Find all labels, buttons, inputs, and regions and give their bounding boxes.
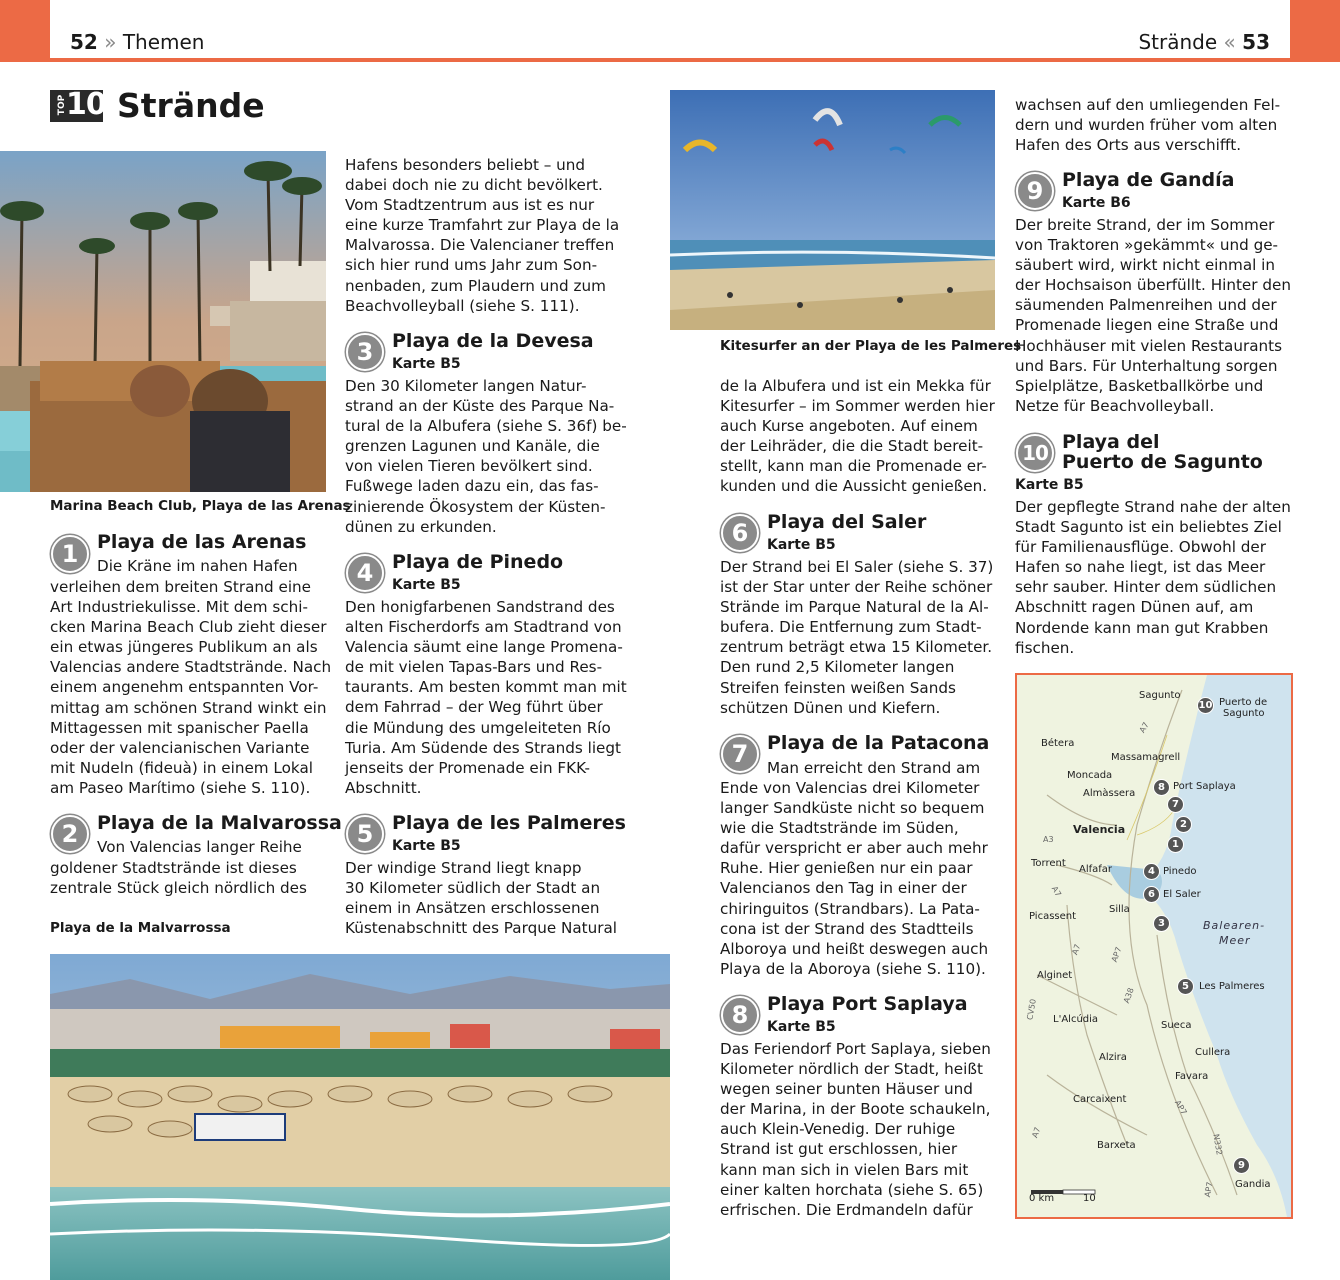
map-marker-7: 7 (1167, 796, 1184, 813)
section-number-4: 4 (346, 554, 384, 592)
map-label-almassera: Almàssera (1083, 788, 1136, 799)
text-line: cona ist der Strand des Stadtteils (720, 919, 974, 938)
section-text-5 (345, 858, 635, 938)
map-label-sueca: Sueca (1161, 1020, 1192, 1031)
section-number-8: 8 (721, 996, 759, 1034)
map-label-el-saler: El Saler (1163, 889, 1201, 900)
section-title-1: Playa de las Arenas (97, 531, 307, 553)
text-line: grenzen Lagunen und Kanäle, die (345, 437, 600, 456)
section-text-7-cont (720, 778, 1005, 979)
section-text-1 (97, 556, 327, 576)
text-line: Das Feriendorf Port Saplaya, sieben (720, 1040, 991, 1058)
map-marker-4: 4 (1143, 863, 1160, 880)
text-line: Valencianos den Tag in einer der (720, 879, 967, 898)
map-road-n332: N332 (1211, 1133, 1224, 1156)
text-line: Hochhäuser mit vielen Restaurants (1015, 336, 1282, 355)
map-road-ap7-south: AP7 (1172, 1098, 1189, 1117)
text-line: taurants. Am besten kommt man mit (345, 678, 627, 697)
section-map-ref-3: Karte B5 (392, 356, 461, 372)
text-line: von vielen Tieren bevölkert sind. (345, 457, 593, 476)
text-line: langer Sandküste nicht so bequem (720, 799, 985, 818)
text-line: einem in Ansätzen erschlossenen (345, 899, 600, 918)
text-line: auch Klein-Venedig. Der ruhige (720, 1120, 956, 1139)
map-marker-9: 9 (1233, 1157, 1250, 1174)
map-road-cv50: CV50 (1025, 998, 1038, 1021)
text-line: sehr sauber. Hinter dem südlichen (1015, 578, 1277, 597)
intro-continuation (345, 155, 635, 316)
text-line: und Bars. Für Unterhaltung sorgen (1015, 356, 1278, 375)
right-page-number: 53 (1242, 30, 1270, 54)
text-line: Von Valencias langer Reihe (97, 838, 302, 856)
text-line: Den honigfarbenen Sandstrand des (345, 598, 615, 616)
section-number-9: 9 (1016, 172, 1054, 210)
text-line: Hafen so nahe liegt, ist das Meer (1015, 558, 1266, 577)
map-marker-1: 1 (1167, 836, 1184, 853)
text-line: 30 Kilometer südlich der Stadt an (345, 879, 601, 898)
section-map-ref-6: Karte B5 (767, 537, 836, 553)
map-road-a7-central: A7 (1070, 942, 1083, 957)
text-line: Der windige Strand liegt knapp (345, 859, 582, 877)
text-line: Netze für Beachvolleyball. (1015, 396, 1215, 415)
section-title-8: Playa Port Saplaya (767, 993, 968, 1015)
section-text-7 (767, 758, 980, 778)
text-line: dern und wurden früher vom alten (1015, 116, 1278, 135)
text-line: strand an der Küste des Parque Na- (345, 397, 615, 416)
beaches-map (1015, 673, 1293, 1219)
map-label-port-saplaya: Port Saplaya (1173, 781, 1236, 792)
text-line: Abschnitt. (345, 778, 422, 797)
map-sea-label-2: Meer (1219, 934, 1251, 947)
section-title-10-line2: Puerto de Sagunto (1062, 451, 1263, 473)
caption-photo1: Marina Beach Club, Playa de las Arenas (50, 498, 351, 514)
section-title-9: Playa de Gandía (1062, 169, 1235, 191)
text-line: sich hier rund ums Jahr zum Son- (345, 256, 598, 275)
chevron-right-icon: » (104, 30, 117, 54)
text-line: Ende von Valencias drei Kilometer (720, 779, 980, 797)
text-line: dünen zu erkunden. (345, 517, 497, 536)
right-running-header (1138, 30, 1270, 54)
text-line: auch Kurse angeboten. Auf einem (720, 417, 978, 436)
text-line: fischen. (1015, 638, 1075, 657)
map-label-les-palmeres: Les Palmeres (1199, 981, 1265, 992)
section-text-6 (720, 557, 1005, 718)
text-line: dem Fahrrad – der Weg führt über (345, 698, 603, 717)
top10-logo-top: TOP (57, 94, 68, 116)
map-label-puerto-de-1: Puerto de (1219, 697, 1268, 708)
text-line: tural de la Albufera (siehe S. 36f) be- (345, 417, 627, 436)
map-road-a7-west: A7 (1049, 884, 1063, 899)
text-line: Kitesurfer – im Sommer werden hier (720, 397, 995, 416)
map-scale-ten: 10 (1083, 1193, 1096, 1204)
text-line: schützen Dünen und Kiefern. (720, 698, 941, 717)
map-label-silla: Silla (1109, 904, 1130, 915)
map-label-favara: Favara (1175, 1071, 1209, 1082)
section-title-10: Playa del (1062, 431, 1160, 453)
section-text-2 (97, 837, 302, 857)
text-line: wie die Stadtstrände im Süden, (720, 819, 959, 838)
section-number-7: 7 (721, 735, 759, 773)
section-number-2: 2 (51, 815, 89, 853)
text-line: Strand ist gut erschlossen, hier (720, 1140, 958, 1159)
map-label-carcaixent: Carcaixent (1073, 1094, 1127, 1105)
page-title: Strände (117, 86, 265, 125)
section-title-5: Playa de les Palmeres (392, 812, 626, 834)
section-number-1: 1 (51, 535, 89, 573)
text-line: Der Strand bei El Saler (siehe S. 37) (720, 558, 994, 576)
text-line: Spielplätze, Basketballkörbe und (1015, 376, 1264, 395)
text-line: Den 30 Kilometer langen Natur- (345, 377, 587, 395)
text-line: der Hochsaison überfüllt. Hinter den (1015, 276, 1291, 295)
text-line: Ruhe. Hier genießen nur ein paar (720, 859, 973, 878)
text-line: eine kurze Tramfahrt zur Playa de la (345, 216, 620, 235)
text-line: Valencia säumt eine lange Promena- (345, 638, 623, 657)
map-label-puerto-de-2: Sagunto (1223, 708, 1265, 719)
map-marker-8: 8 (1153, 779, 1170, 796)
text-line: Malvarossa. Die Valencianer treffen (345, 236, 615, 255)
map-label-barxeta: Barxeta (1097, 1140, 1136, 1151)
top10-logo (50, 87, 106, 122)
text-line: nenbaden, zum Plaudern und zum (345, 276, 606, 295)
text-line: de la Albufera und ist ein Mekka für (720, 377, 991, 395)
map-label-lalcudia: L'Alcúdia (1053, 1014, 1099, 1025)
section-title-2: Playa de la Malvarossa (97, 812, 342, 834)
left-edge-tab (0, 0, 50, 60)
section-text-9 (1015, 215, 1300, 416)
text-line: kunden und die Aussicht genießen. (720, 477, 988, 496)
text-line: Valencias andere Stadtstrände. Nach (50, 658, 332, 677)
section-number-10: 10 (1016, 434, 1054, 472)
section-map-ref-4: Karte B5 (392, 577, 461, 593)
text-line: Man erreicht den Strand am (767, 759, 981, 777)
text-line: zinierende Ökosystem der Küsten- (345, 497, 606, 516)
map-label-sagunto: Sagunto (1139, 690, 1181, 701)
section-text-8-cont (1015, 95, 1295, 155)
text-line: erfrischen. Die Erdmandeln dafür (720, 1200, 973, 1219)
map-label-cullera: Cullera (1195, 1047, 1231, 1058)
map-label-moncada: Moncada (1067, 770, 1113, 781)
right-edge-tab (1290, 0, 1340, 60)
map-road-a38: A38 (1121, 986, 1136, 1005)
left-section-name: Themen (122, 30, 205, 54)
map-marker-5: 5 (1177, 978, 1194, 995)
text-line: der Leihräder, die die Stadt bereit- (720, 437, 984, 456)
left-page-number: 52 (70, 30, 98, 54)
text-line: ist der Star unter der Reihe schöner (720, 578, 993, 597)
text-line: dabei doch nie zu dicht bevölkert. (345, 176, 603, 195)
text-line: mittag am schönen Strand winkt ein (50, 698, 327, 717)
section-text-3 (345, 376, 635, 537)
text-line: Alboroya und heißt deswegen auch (720, 939, 989, 958)
text-line: von Traktoren »gekämmt« und ge- (1015, 236, 1279, 255)
section-text-5-cont (720, 376, 1005, 497)
section-title-6: Playa del Saler (767, 511, 927, 533)
map-sea-label-1: Balearen- (1203, 919, 1266, 932)
text-line: Hafen des Orts aus verschifft. (1015, 136, 1242, 155)
text-line: de mit vielen Tapas-Bars und Res- (345, 658, 603, 677)
map-label-alginet: Alginet (1037, 970, 1073, 981)
map-label-valencia: Valencia (1073, 823, 1126, 836)
map-road-ap7-gandia: AP7 (1202, 1181, 1215, 1198)
text-line: Nordende kann man gut Krabben (1015, 618, 1269, 637)
text-line: alten Fischerdorfs am Stadtrand von (345, 618, 622, 637)
map-label-torrent: Torrent (1031, 858, 1066, 869)
text-line: Playa de la Aboroya (siehe S. 110). (720, 959, 986, 978)
map-label-gandia: Gandia (1235, 1179, 1271, 1190)
text-line: Hafens besonders beliebt – und (345, 156, 586, 174)
text-line: zentrum beträgt etwa 15 Kilometer. (720, 638, 993, 657)
text-line: ein etwas jüngeres Publikum an als (50, 638, 318, 657)
text-line: Den rund 2,5 Kilometer langen (720, 658, 955, 677)
section-map-ref-9: Karte B6 (1062, 195, 1131, 211)
header-rule (0, 58, 1340, 62)
text-line: für Familienausflüge. Obwohl der (1015, 538, 1267, 557)
map-marker-6: 6 (1143, 886, 1160, 903)
text-line: Fußwege laden dazu ein, das fas- (345, 477, 599, 496)
photo-marina-beach-club (0, 151, 326, 492)
top10-logo-ten: 10 (66, 87, 106, 122)
text-line: Art Industriekulisse. Mit dem schi- (50, 598, 308, 617)
photo-kitesurfers (670, 90, 995, 330)
section-number-5: 5 (346, 815, 384, 853)
text-line: der Marina, in der Boote schaukeln, (720, 1100, 991, 1119)
section-text-10 (1015, 497, 1300, 658)
text-line: kann man sich in vielen Bars mit (720, 1160, 969, 1179)
map-road-a7-north: A7 (1137, 720, 1151, 735)
section-text-2-cont (50, 858, 335, 898)
text-line: wegen seiner bunten Häuser und (720, 1080, 973, 1099)
right-section-name: Strände (1138, 30, 1218, 54)
section-text-8 (720, 1039, 1005, 1220)
section-text-4 (345, 597, 635, 798)
text-line: einem angenehm entspannten Vor- (50, 678, 319, 697)
text-line: säumenden Palmenreihen und der (1015, 296, 1277, 315)
text-line: chiringuitos (Strandbars). La Pata- (720, 899, 980, 918)
caption-photo2: Playa de la Malvarrossa (50, 920, 231, 936)
text-line: verleihen dem breiten Strand eine (50, 578, 312, 596)
map-label-alfafar: Alfafar (1079, 864, 1113, 875)
map-label-picassent: Picassent (1029, 911, 1077, 922)
section-map-ref-10: Karte B5 (1015, 477, 1084, 493)
section-title-3: Playa de la Devesa (392, 330, 594, 352)
map-label-betera: Bétera (1041, 738, 1075, 749)
text-line: goldener Stadtstrände ist dieses (50, 859, 297, 877)
section-number-6: 6 (721, 514, 759, 552)
text-line: Mittagessen mit spanischer Paella (50, 718, 309, 737)
text-line: Der gepflegte Strand nahe der alten (1015, 498, 1291, 516)
map-label-alzira: Alzira (1099, 1052, 1127, 1063)
section-map-ref-8: Karte B5 (767, 1019, 836, 1035)
text-line: wachsen auf den umliegenden Fel- (1015, 96, 1281, 114)
section-map-ref-5: Karte B5 (392, 838, 461, 854)
text-line: Abschnitt ragen Dünen auf, am (1015, 598, 1254, 617)
text-line: Promenade liegen eine Straße und (1015, 316, 1279, 335)
text-line: zentrale Stück gleich nördlich des (50, 879, 307, 898)
text-line: die Mündung des umgeleiteten Río (345, 718, 611, 737)
text-line: säubert wird, wirkt nicht einmal in (1015, 256, 1276, 275)
text-line: Beachvolleyball (siehe S. 111). (345, 296, 580, 315)
map-marker-10: 10 (1197, 697, 1214, 714)
text-line: stellt, kann man die Promenade er- (720, 457, 987, 476)
text-line: Küstenabschnitt des Parque Natural (345, 919, 618, 938)
map-scale-zero: 0 km (1029, 1193, 1055, 1204)
text-line: dafür verspricht er aber auch mehr (720, 839, 988, 858)
text-line: Streifen feinsten weißen Sands (720, 678, 956, 697)
left-running-header (70, 30, 204, 54)
map-road-ap7-central: AP7 (1109, 945, 1124, 964)
text-line: Strände im Parque Natural de la Al- (720, 598, 989, 617)
map-label-massamagrell: Massamagrell (1111, 752, 1181, 763)
text-line: Die Kräne im nahen Hafen (97, 557, 298, 575)
text-line: Turia. Am Südende des Strands liegt (345, 738, 621, 757)
text-line: am Paseo Marítimo (siehe S. 110). (50, 778, 311, 797)
photo-malvarrossa-beach (50, 954, 670, 1280)
section-text-1-cont (50, 577, 335, 798)
map-label-pinedo: Pinedo (1163, 866, 1197, 877)
text-line: jenseits der Promenade ein FKK- (345, 758, 590, 777)
section-title-7: Playa de la Patacona (767, 732, 990, 754)
section-number-3: 3 (346, 333, 384, 371)
map-marker-3: 3 (1153, 915, 1170, 932)
map-road-a3: A3 (1043, 835, 1054, 844)
text-line: Der breite Strand, der im Sommer (1015, 216, 1275, 234)
text-line: Vom Stadtzentrum aus ist es nur (345, 196, 595, 215)
text-line: cken Marina Beach Club zieht dieser (50, 618, 327, 637)
caption-photo3: Kitesurfer an der Playa de les Palmeres (720, 338, 1022, 354)
chevron-left-icon: « (1223, 30, 1236, 54)
section-title-4: Playa de Pinedo (392, 551, 564, 573)
text-line: oder der valencianischen Variante (50, 738, 310, 757)
text-line: bufera. Die Entfernung zum Stadt- (720, 618, 982, 637)
text-line: Kilometer nördlich der Stadt, heißt (720, 1060, 983, 1079)
text-line: Stadt Sagunto ist ein beliebtes Ziel (1015, 518, 1282, 537)
text-line: einer kalten horchata (siehe S. 65) (720, 1180, 984, 1199)
map-road-a7-south: A7 (1030, 1125, 1043, 1140)
text-line: mit Nudeln (fideuà) in einem Lokal (50, 758, 313, 777)
map-marker-2: 2 (1175, 816, 1192, 833)
